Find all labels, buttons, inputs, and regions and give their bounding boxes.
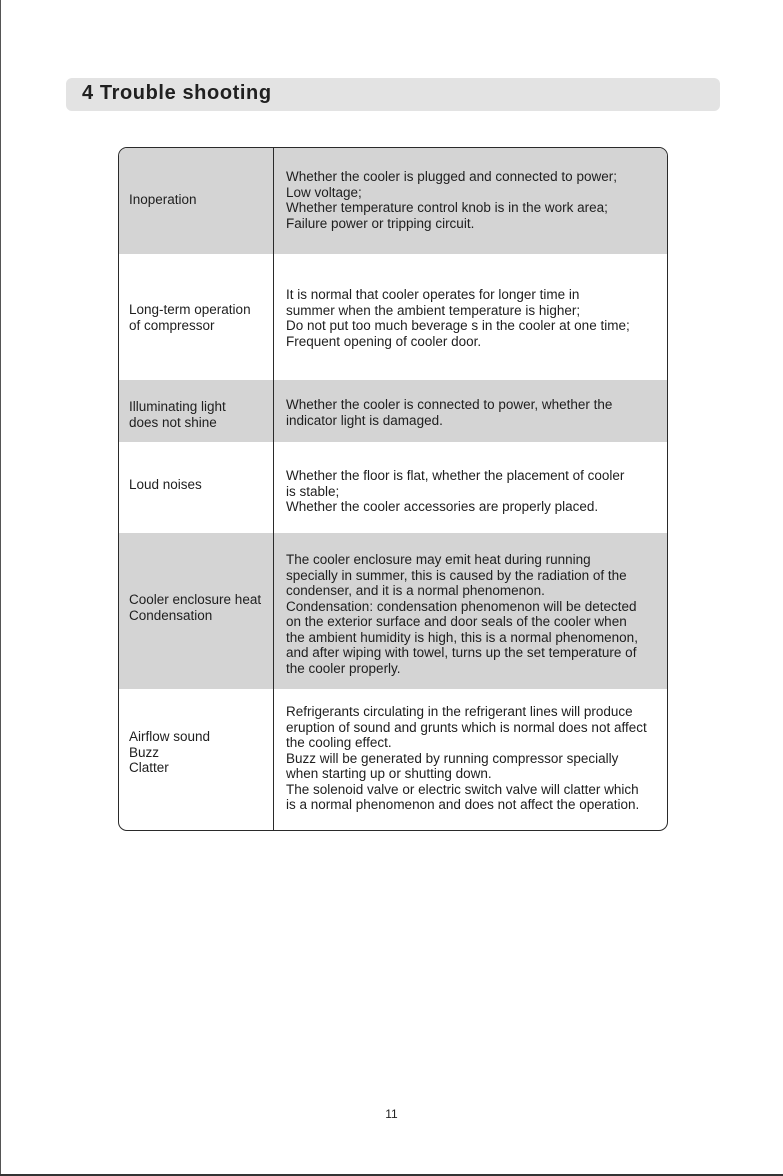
column-divider	[273, 148, 274, 830]
check-line: Whether temperature control knob is in the work area;	[286, 200, 608, 215]
fault-line: Loud noises	[129, 477, 202, 492]
check-line: Do not put too much beverage s in the cooler at one time;	[286, 318, 630, 333]
check-line: Buzz will be generated by running compressor specially	[286, 750, 619, 766]
page-left-edge	[0, 0, 1, 1176]
fault-cell	[129, 477, 271, 493]
check-line: Condensation: condensation phenomenon will be detected	[286, 598, 637, 614]
check-line: The cooler enclosure may emit heat during running	[286, 552, 591, 567]
fault-line: Buzz	[129, 744, 160, 760]
check-line: Whether the cooler accessories are properly placed.	[286, 499, 599, 514]
table-row-enclosure-heat	[119, 533, 667, 689]
fault-line: does not shine	[129, 414, 217, 430]
fault-line: Condensation	[129, 607, 213, 623]
section-header	[66, 78, 720, 111]
check-line: is stable;	[286, 483, 340, 499]
table-row-long-term-operation	[119, 254, 667, 380]
fault-line: Cooler enclosure heat	[129, 592, 262, 607]
check-line: It is normal that cooler operates for longer time in	[286, 287, 580, 302]
fault-line: Illuminating light	[129, 399, 226, 414]
check-line: Refrigerants circulating in the refrigerant lines will produce	[286, 704, 633, 719]
fault-cell	[129, 399, 271, 430]
check-line: Whether the cooler is plugged and connected to power;	[286, 169, 617, 184]
fault-cell	[129, 592, 271, 623]
check-cell	[286, 169, 661, 231]
check-line: the cooler properly.	[286, 660, 401, 676]
check-line: specially in summer, this is caused by the radiation of the	[286, 567, 627, 583]
fault-cell	[129, 302, 271, 333]
check-line: The solenoid valve or electric switch valve will clatter which	[286, 781, 639, 797]
fault-line: Airflow sound	[129, 729, 211, 744]
fault-line: Clatter	[129, 760, 169, 775]
check-line: Frequent opening of cooler door.	[286, 333, 482, 349]
check-cell	[286, 704, 661, 813]
fault-cell	[129, 192, 271, 208]
check-line: condenser, and it is a normal phenomenon.	[286, 583, 545, 598]
check-line: indicator light is damaged.	[286, 412, 443, 428]
check-line: Low voltage;	[286, 184, 362, 200]
check-line: on the exterior surface and door seals of the cooler when	[286, 614, 627, 629]
page-number: 11	[385, 1107, 398, 1121]
check-line: the cooling effect.	[286, 735, 392, 750]
troubleshooting-table	[118, 147, 668, 831]
check-line: and after wiping with towel, turns up the set temperature of	[286, 645, 637, 660]
check-line: when starting up or shutting down.	[286, 766, 492, 781]
check-line: Whether the cooler is connected to power, whether the	[286, 397, 613, 412]
fault-line: Inoperation	[129, 192, 197, 207]
table-row-illuminating-light	[119, 380, 667, 442]
check-line: the ambient humidity is high, this is a normal phenomenon,	[286, 629, 638, 645]
check-line: Failure power or tripping circuit.	[286, 215, 475, 231]
check-cell	[286, 552, 661, 676]
table-row-inoperation	[119, 148, 667, 254]
check-cell	[286, 397, 661, 428]
check-line: eruption of sound and grunts which is normal does not affect	[286, 719, 647, 735]
fault-line: of compressor	[129, 317, 215, 333]
check-line: is a normal phenomenon and does not affect the operation.	[286, 797, 640, 812]
fault-line: Long-term operation	[129, 302, 251, 317]
table-row-airflow-sound	[119, 689, 667, 830]
table-row-loud-noises	[119, 442, 667, 533]
check-line: summer when the ambient temperature is higher;	[286, 302, 581, 318]
check-cell	[286, 287, 661, 349]
section-title: 4 Trouble shooting	[82, 82, 272, 104]
fault-cell	[129, 729, 271, 776]
check-line: Whether the floor is flat, whether the placement of cooler	[286, 468, 625, 483]
check-cell	[286, 468, 661, 515]
